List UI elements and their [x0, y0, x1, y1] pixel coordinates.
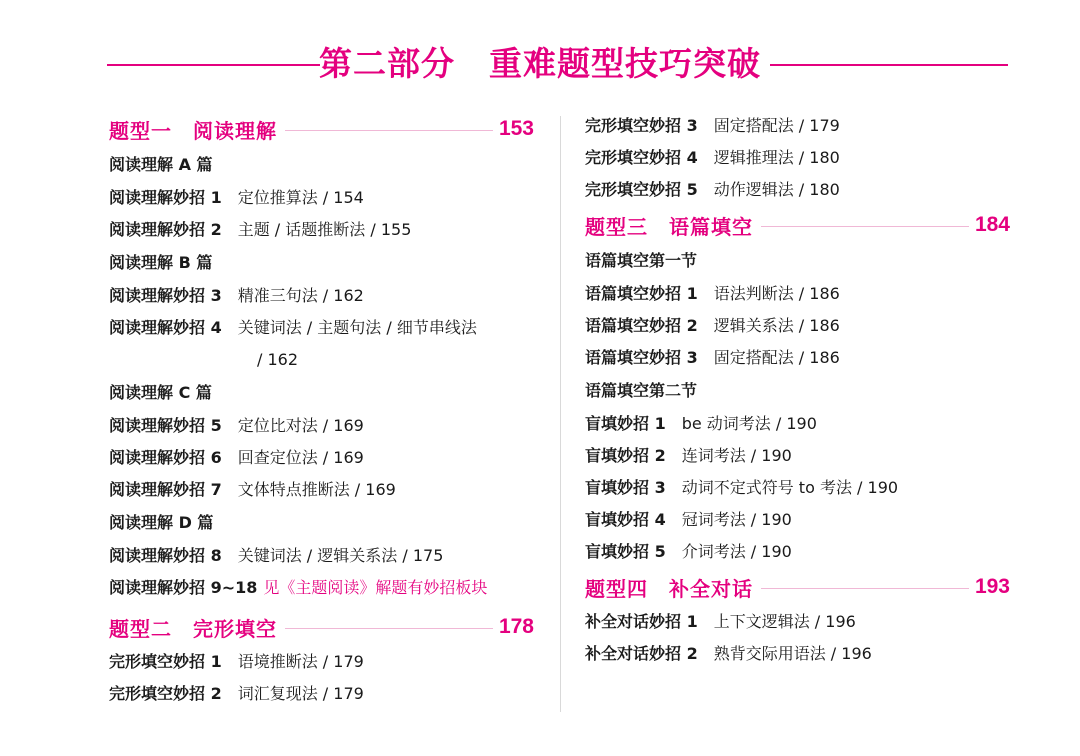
entry-text: 介词考法 / 190	[681, 542, 792, 561]
entry-label: 阅读理解妙招 5	[109, 416, 222, 435]
entry-label: 阅读理解妙招 9~18	[109, 578, 258, 597]
entry-label: 阅读理解妙招 1	[109, 188, 222, 207]
column-divider	[560, 116, 561, 712]
entry-label: 阅读理解妙招 3	[109, 286, 222, 305]
entry-text: 动词不定式符号 to 考法 / 190	[681, 478, 899, 497]
section-title: 题型一 阅读理解	[109, 118, 277, 143]
title-rule-right	[770, 64, 1008, 66]
toc-entry[interactable]	[109, 678, 534, 710]
toc-entry[interactable]	[585, 342, 1010, 374]
section-title: 题型四 补全对话	[585, 576, 753, 601]
entry-label: 完形填空妙招 3	[585, 116, 698, 135]
entry-text: 固定搭配法 / 186	[713, 348, 840, 367]
section-page: 178	[498, 615, 534, 638]
section-page: 193	[974, 575, 1010, 598]
entry-text: 回查定位法 / 169	[237, 448, 364, 467]
subsection-title: 阅读理解 C 篇	[109, 383, 212, 402]
toc-entry[interactable]	[109, 182, 534, 214]
page-title: 第二部分 重难题型技巧突破	[319, 44, 761, 83]
entry-text: 关键词法 / 主题句法 / 细节串线法	[237, 318, 477, 337]
leader-line	[285, 130, 493, 131]
entry-label: 完形填空妙招 2	[109, 684, 222, 703]
entry-label: 语篇填空妙招 3	[585, 348, 698, 367]
entry-label: 阅读理解妙招 4	[109, 318, 222, 337]
section-page: 184	[974, 213, 1010, 236]
section-heading[interactable]	[109, 110, 534, 148]
entry-text: 固定搭配法 / 179	[713, 116, 840, 135]
section-title: 题型三 语篇填空	[585, 214, 753, 239]
leader-line	[285, 628, 493, 629]
entry-text: 定位比对法 / 169	[237, 416, 364, 435]
toc-entry[interactable]	[109, 312, 534, 344]
entry-text: 逻辑推理法 / 180	[713, 148, 840, 167]
toc-entry[interactable]	[585, 310, 1010, 342]
entry-text: 语境推断法 / 179	[237, 652, 364, 671]
subsection-title: 语篇填空第一节	[585, 251, 698, 270]
entry-text: 语法判断法 / 186	[713, 284, 840, 303]
entry-label: 语篇填空妙招 1	[585, 284, 698, 303]
toc-entry[interactable]	[585, 142, 1010, 174]
entry-label: 补全对话妙招 1	[585, 612, 698, 631]
entry-text: 主题 / 话题推断法 / 155	[237, 220, 412, 239]
subsection-title: 阅读理解 D 篇	[109, 513, 214, 532]
toc-entry[interactable]	[585, 606, 1010, 638]
section-heading[interactable]	[585, 206, 1010, 244]
entry-label: 盲填妙招 2	[585, 446, 666, 465]
leader-line	[761, 226, 969, 227]
toc-entry[interactable]	[109, 572, 534, 604]
entry-label: 盲填妙招 3	[585, 478, 666, 497]
entry-label: 完形填空妙招 1	[109, 652, 222, 671]
entry-continuation: / 162	[257, 350, 299, 369]
toc-left-column	[109, 110, 534, 710]
entry-label: 完形填空妙招 5	[585, 180, 698, 199]
entry-text: 动作逻辑法 / 180	[713, 180, 840, 199]
toc-right-column	[585, 110, 1010, 670]
entry-text: 熟背交际用语法 / 196	[713, 644, 872, 663]
entry-label: 完形填空妙招 4	[585, 148, 698, 167]
entry-label: 阅读理解妙招 8	[109, 546, 222, 565]
entry-text: 逻辑关系法 / 186	[713, 316, 840, 335]
toc-entry[interactable]	[585, 472, 1010, 504]
entry-text-highlight: 见《主题阅读》解题有妙招板块	[263, 578, 488, 597]
entry-text: 上下文逻辑法 / 196	[713, 612, 856, 631]
entry-text: 词汇复现法 / 179	[237, 684, 364, 703]
entry-label: 盲填妙招 4	[585, 510, 666, 529]
toc-entry[interactable]	[109, 280, 534, 312]
toc-entry[interactable]	[585, 504, 1010, 536]
toc-entry[interactable]	[585, 408, 1010, 440]
entry-text: be 动词考法 / 190	[681, 414, 817, 433]
toc-entry[interactable]	[585, 110, 1010, 142]
entry-text: 冠词考法 / 190	[681, 510, 792, 529]
subsection-title: 阅读理解 B 篇	[109, 253, 213, 272]
entry-label: 语篇填空妙招 2	[585, 316, 698, 335]
entry-label: 盲填妙招 1	[585, 414, 666, 433]
toc-entry[interactable]	[585, 536, 1010, 568]
toc-entry[interactable]	[585, 278, 1010, 310]
entry-label: 补全对话妙招 2	[585, 644, 698, 663]
entry-label: 阅读理解妙招 7	[109, 480, 222, 499]
entry-text: 关键词法 / 逻辑关系法 / 175	[237, 546, 444, 565]
toc-entry[interactable]	[585, 638, 1010, 670]
toc-entry[interactable]	[109, 214, 534, 246]
entry-label: 盲填妙招 5	[585, 542, 666, 561]
toc-entry[interactable]	[109, 540, 534, 572]
leader-line	[761, 588, 969, 589]
section-heading[interactable]	[585, 568, 1010, 606]
entry-text: 连词考法 / 190	[681, 446, 792, 465]
section-title: 题型二 完形填空	[109, 616, 277, 641]
entry-label: 阅读理解妙招 6	[109, 448, 222, 467]
subsection-title: 阅读理解 A 篇	[109, 155, 213, 174]
section-heading[interactable]	[109, 608, 534, 646]
entry-label: 阅读理解妙招 2	[109, 220, 222, 239]
toc-entry[interactable]	[109, 646, 534, 678]
toc-entry[interactable]	[585, 440, 1010, 472]
entry-text: 精准三句法 / 162	[237, 286, 364, 305]
subsection-title: 语篇填空第二节	[585, 381, 698, 400]
entry-text: 文体特点推断法 / 169	[237, 480, 396, 499]
section-page: 153	[498, 117, 534, 140]
toc-entry[interactable]	[109, 474, 534, 506]
toc-entry[interactable]	[109, 442, 534, 474]
toc-entry[interactable]	[585, 174, 1010, 206]
entry-text: 定位推算法 / 154	[237, 188, 364, 207]
toc-entry[interactable]	[109, 410, 534, 442]
